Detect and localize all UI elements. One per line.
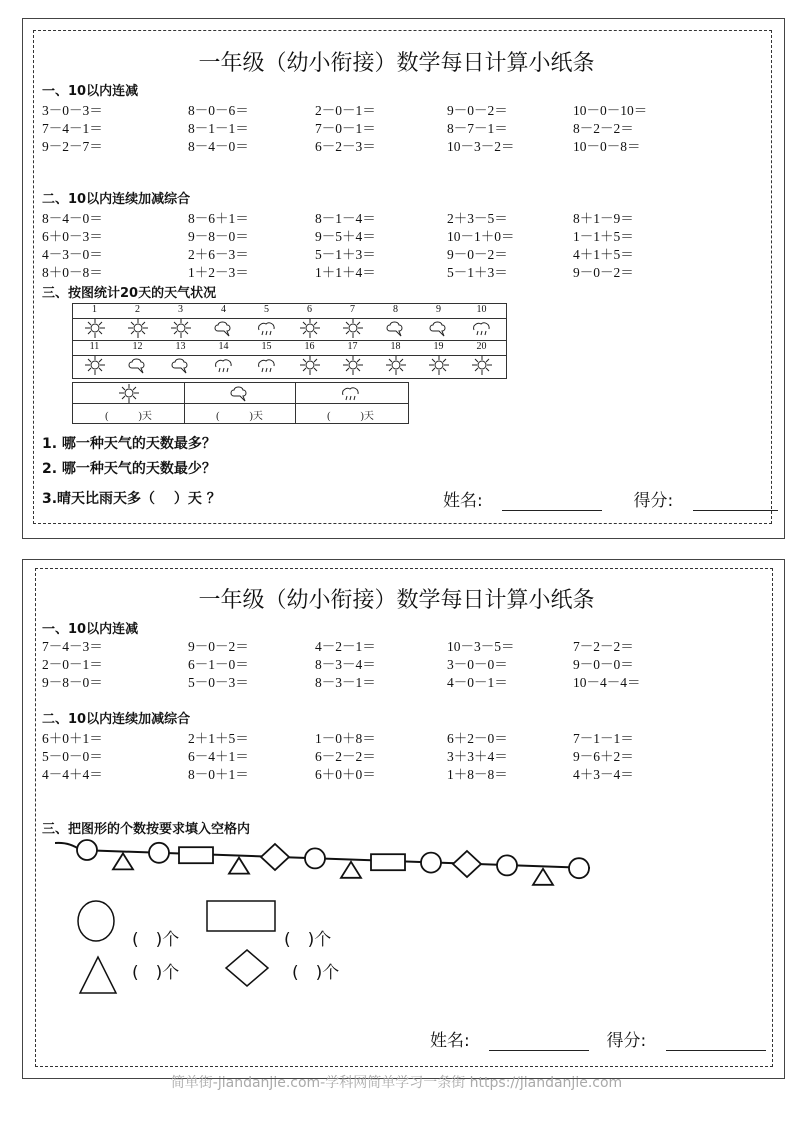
sunny-icon [341, 356, 365, 375]
math-problem: 2－0－1＝ [42, 657, 103, 672]
tally-count-blank[interactable]: ( )天 [327, 411, 374, 422]
sunny-icon [169, 319, 193, 338]
math-problem: 7－0－1＝ [315, 121, 376, 136]
math-problem: 6－2－3＝ [315, 139, 376, 154]
circle-count-blank[interactable]: ( )个 [132, 930, 180, 950]
math-problem: 1＋2－3＝ [188, 265, 249, 280]
sunny-icon [427, 356, 451, 375]
day-number: 4 [221, 304, 226, 315]
cloudy-icon [126, 356, 150, 375]
math-problem: 9－2－7＝ [42, 139, 103, 154]
score-label: 得分: [606, 1031, 647, 1051]
math-problem: 4－0－1＝ [447, 675, 508, 690]
section-heading: 三、把图形的个数按要求填入空格内 [42, 822, 251, 837]
chain-circle [77, 840, 97, 860]
sunny-icon [298, 319, 322, 338]
math-problem: 4＋3－4＝ [573, 767, 634, 782]
sunny-icon [83, 356, 107, 375]
math-problem: 6－2－2＝ [315, 749, 376, 764]
math-problem: 5－0－3＝ [188, 675, 249, 690]
rain-icon [470, 319, 494, 338]
math-problem: 2－0－1＝ [315, 103, 376, 118]
math-problem: 5－1＋3＝ [315, 247, 376, 262]
chain-diamond [261, 844, 289, 870]
chain-circle [305, 848, 325, 868]
math-problem: 7－1－1＝ [573, 731, 634, 746]
math-problem: 6＋0－3＝ [42, 229, 103, 244]
math-problem: 4＋1＋5＝ [573, 247, 634, 262]
score-field[interactable] [666, 1030, 766, 1051]
math-problem: 9－0－2＝ [573, 265, 634, 280]
math-problem: 10－3－2＝ [447, 139, 515, 154]
day-number: 10 [476, 304, 487, 315]
sunny-icon [384, 356, 408, 375]
name-score-line [443, 486, 778, 511]
day-number: 20 [476, 341, 487, 352]
circle-shape [78, 901, 114, 941]
section-heading: 三、按图统计20天的天气状况 [42, 286, 217, 301]
math-problem: 2＋6－3＝ [188, 247, 249, 262]
math-problem: 8＋0－8＝ [42, 265, 103, 280]
rectangle-shape [207, 901, 275, 931]
day-number: 1 [92, 304, 97, 315]
day-number: 6 [307, 304, 312, 315]
day-number: 18 [390, 341, 401, 352]
day-number: 5 [264, 304, 269, 315]
day-number: 7 [350, 304, 355, 315]
cloudy-icon [169, 356, 193, 375]
chain-triangle [341, 862, 361, 878]
math-problem: 1－1＋5＝ [573, 229, 634, 244]
math-problem: 7－4－3＝ [42, 639, 103, 654]
cloudy-icon [427, 319, 451, 338]
chain-circle [497, 855, 517, 875]
rain-icon [212, 356, 236, 375]
diamond-count-blank[interactable]: ( )个 [292, 963, 340, 983]
math-problem: 8－3－4＝ [315, 657, 376, 672]
chain-diamond [453, 851, 481, 877]
day-number: 8 [393, 304, 398, 315]
tally-count-blank[interactable]: ( )天 [216, 411, 263, 422]
math-problem: 8－1－1＝ [188, 121, 249, 136]
name-score-line [430, 1026, 766, 1051]
shape-chain [55, 838, 600, 888]
day-number: 17 [347, 341, 358, 352]
math-problem: 1＋1＋4＝ [315, 265, 376, 280]
chain-triangle [533, 869, 553, 885]
day-number: 2 [135, 304, 140, 315]
sunny-icon [117, 384, 141, 403]
weather-tally-table [72, 382, 409, 424]
cloudy-icon [228, 384, 252, 403]
rain-icon [339, 384, 363, 403]
math-problem: 8－3－1＝ [315, 675, 376, 690]
math-problem: 8－2－2＝ [573, 121, 634, 136]
tally-count-blank[interactable]: ( )天 [105, 411, 152, 422]
score-label: 得分: [633, 491, 674, 511]
math-problem: 5－1＋3＝ [447, 265, 508, 280]
math-problem: 9－0－2＝ [188, 639, 249, 654]
score-field[interactable] [693, 490, 778, 511]
name-label: 姓名: [443, 491, 483, 511]
math-problem: 7－4－1＝ [42, 121, 103, 136]
question-1: 1. 哪一种天气的天数最多？ [42, 436, 216, 452]
day-number: 12 [132, 341, 143, 352]
triangle-shape [80, 957, 116, 993]
math-problem: 9－8－0＝ [42, 675, 103, 690]
chain-circle [149, 843, 169, 863]
sunny-icon [126, 319, 150, 338]
day-number: 3 [178, 304, 183, 315]
math-problem: 2＋3－5＝ [447, 211, 508, 226]
cloudy-icon [212, 319, 236, 338]
math-problem: 8－4－0＝ [42, 211, 103, 226]
diamond-shape [226, 950, 268, 986]
math-problem: 8－7－1＝ [447, 121, 508, 136]
weather-table [72, 303, 507, 379]
sunny-icon [341, 319, 365, 338]
name-field[interactable] [502, 490, 602, 511]
math-problem: 4－3－0＝ [42, 247, 103, 262]
math-problem: 3－0－0＝ [447, 657, 508, 672]
rectangle-count-blank[interactable]: ( )个 [284, 930, 332, 950]
math-problem: 9－0－2＝ [447, 247, 508, 262]
math-problem: 3＋3＋4＝ [447, 749, 508, 764]
math-problem: 10－0－10＝ [573, 103, 648, 118]
day-number: 13 [175, 341, 186, 352]
section-heading: 二、10以内连续加减综合 [42, 712, 191, 727]
name-label: 姓名: [430, 1031, 470, 1051]
math-problem: 6－4＋1＝ [188, 749, 249, 764]
sunny-icon [298, 356, 322, 375]
math-problem: 8－4－0＝ [188, 139, 249, 154]
math-problem: 6＋2－0＝ [447, 731, 508, 746]
math-problem: 8－0＋1＝ [188, 767, 249, 782]
section-heading: 二、10以内连续加减综合 [42, 192, 191, 207]
worksheet-title: 一年级（幼小衔接）数学每日计算小纸条 [198, 51, 595, 76]
math-problem: 8－6＋1＝ [188, 211, 249, 226]
name-field[interactable] [489, 1030, 589, 1051]
day-number: 16 [304, 341, 315, 352]
math-problem: 8－0－6＝ [188, 103, 249, 118]
math-problem: 3－0－3＝ [42, 103, 103, 118]
chain-rectangle [371, 854, 405, 870]
math-problem: 4－4＋4＝ [42, 767, 103, 782]
day-number: 14 [218, 341, 229, 352]
day-number: 15 [261, 341, 272, 352]
sunny-icon [470, 356, 494, 375]
chain-circle [421, 853, 441, 873]
math-problem: 10－4－4＝ [573, 675, 641, 690]
math-problem: 10－1＋0＝ [447, 229, 515, 244]
day-number: 9 [436, 304, 441, 315]
day-number: 19 [433, 341, 444, 352]
triangle-count-blank[interactable]: ( )个 [132, 963, 180, 983]
math-problem: 6＋0＋1＝ [42, 731, 103, 746]
math-problem: 4－2－1＝ [315, 639, 376, 654]
chain-triangle [229, 858, 249, 874]
math-problem: 8＋1－9＝ [573, 211, 634, 226]
math-problem: 1－0＋8＝ [315, 731, 376, 746]
day-number: 11 [89, 341, 100, 352]
math-problem: 9－6＋2＝ [573, 749, 634, 764]
math-problem: 10－0－8＝ [573, 139, 641, 154]
section-heading: 一、10以内连减 [42, 84, 139, 99]
worksheet-title: 一年级（幼小衔接）数学每日计算小纸条 [198, 588, 595, 613]
math-problem: 7－2－2＝ [573, 639, 634, 654]
chain-triangle [113, 853, 133, 869]
math-problem: 1＋8－8＝ [447, 767, 508, 782]
question-3: 3.晴天比雨天多（ ）天 ？ [42, 491, 221, 507]
chain-circle [569, 858, 589, 878]
rain-icon [255, 356, 279, 375]
math-problem: 9－0－2＝ [447, 103, 508, 118]
math-problem: 9－5＋4＝ [315, 229, 376, 244]
cloudy-icon [384, 319, 408, 338]
sunny-icon [83, 319, 107, 338]
watermark: 简单街-jiandanjie.com-学科网简单学习一条街 https://jiandanjie.com [170, 1075, 623, 1091]
math-problem: 9－0－0＝ [573, 657, 634, 672]
math-problem: 5－0－0＝ [42, 749, 103, 764]
math-problem: 10－3－5＝ [447, 639, 515, 654]
math-problem: 2＋1＋5＝ [188, 731, 249, 746]
question-2: 2. 哪一种天气的天数最少？ [42, 461, 216, 477]
section-heading: 一、10以内连减 [42, 622, 139, 637]
rain-icon [255, 319, 279, 338]
math-problem: 6－1－0＝ [188, 657, 249, 672]
math-problem: 6＋0＋0＝ [315, 767, 376, 782]
math-problem: 9－8－0＝ [188, 229, 249, 244]
chain-rectangle [179, 847, 213, 863]
math-problem: 8－1－4＝ [315, 211, 376, 226]
